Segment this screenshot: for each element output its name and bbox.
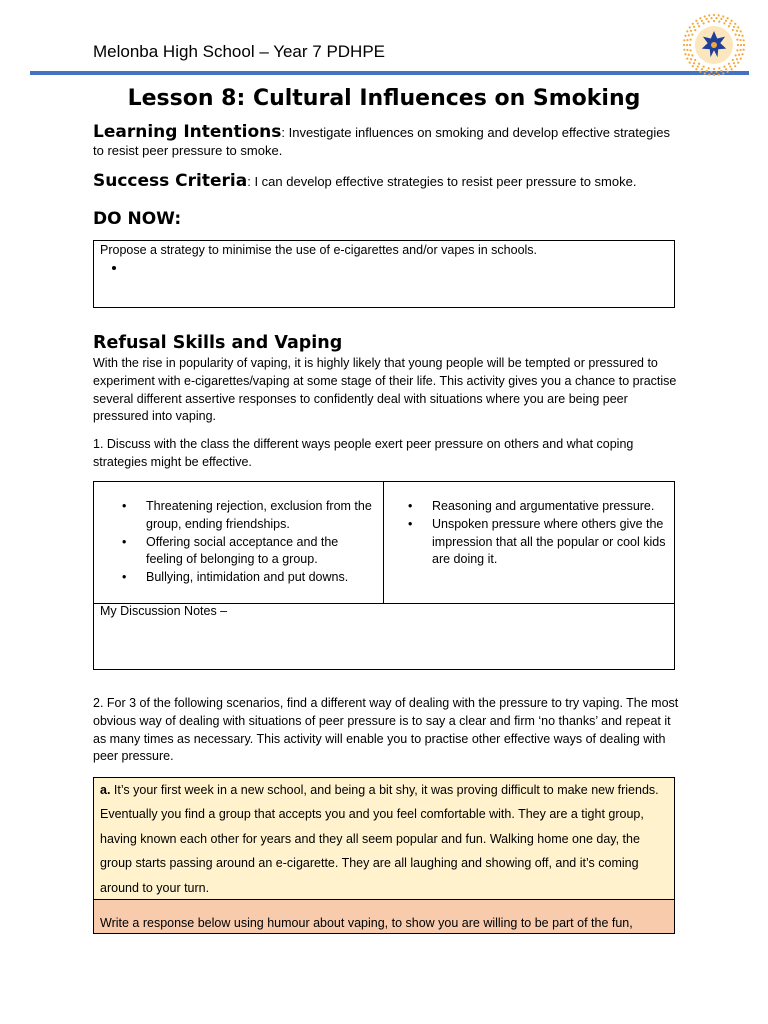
question-1: 1. Discuss with the class the different ways people exert peer pressure on others and what coping strategies might be effective. bbox=[93, 437, 634, 469]
question-2: 2. For 3 of the following scenarios, find a different way of dealing with the pressure to try vaping. The most obvious way of dealing with situations of peer pressure is to say a clear and firm ‘no thanks’ and repeat it as many times as necessary. This activity will enable you to practise other effective ways of dealing with peer pressure. bbox=[93, 696, 679, 764]
table-cell-right bbox=[384, 482, 674, 603]
list-item: • Threatening rejection, exclusion from the group, ending friendships. bbox=[122, 498, 375, 534]
peer-pressure-table bbox=[93, 481, 675, 670]
learning-intentions bbox=[93, 123, 673, 160]
discussion-notes-field[interactable]: My Discussion Notes – bbox=[100, 604, 228, 618]
do-now-heading: DO NOW: bbox=[93, 209, 182, 229]
success-criteria-label: Success Criteria bbox=[93, 171, 248, 191]
do-now-prompt: Propose a strategy to minimise the use of e-cigarettes and/or vapes in schools. bbox=[100, 243, 538, 257]
refusal-intro: With the rise in popularity of vaping, it is highly likely that young people will be tempted or pressured to experiment with e-cigarettes/vaping at some stage of their life. This activity gives you a chance to practise several different assertive responses to confidently deal with situations where you are being peer pressured into vaping. bbox=[93, 356, 677, 424]
lesson-title: Lesson 8: Cultural Influences on Smoking bbox=[127, 86, 641, 111]
do-now-answer-box[interactable] bbox=[93, 240, 675, 308]
list-item: • Reasoning and argumentative pressure. bbox=[408, 498, 668, 516]
school-header-title: Melonba High School – Year 7 PDHPE bbox=[93, 42, 386, 61]
response-prompt-box[interactable]: Write a response below using humour about vaping, to show you are willing to be part of the fun, bbox=[93, 899, 675, 934]
scenario-a-text: It’s your first week in a new school, and being a bit shy, it was proving difficult to make new friends. Eventually you find a group that accepts you and you feel comfortable with. They are a tight group, having known each other for years and they all seem popular and fun. Walking home one day, the group starts passing around an e-cigarette. They are all laughing and showing off, and it’s coming around to your turn. bbox=[100, 783, 659, 895]
header-divider bbox=[30, 71, 749, 75]
do-now-bullet[interactable] bbox=[126, 259, 668, 276]
list-item: • Unspoken pressure where others give the impression that all the popular or cool kids are doing it. bbox=[408, 516, 668, 569]
scenario-a-box bbox=[93, 777, 675, 900]
learning-intentions-label: Learning Intentions bbox=[93, 122, 282, 142]
refusal-section-heading: Refusal Skills and Vaping bbox=[93, 333, 343, 353]
school-logo bbox=[683, 14, 745, 76]
list-item: • Bullying, intimidation and put downs. bbox=[122, 569, 375, 587]
success-criteria bbox=[93, 172, 693, 191]
table-cell-left bbox=[94, 482, 384, 603]
success-criteria-text: : I can develop effective strategies to resist peer pressure to smoke. bbox=[247, 174, 637, 189]
learning-intentions-text: : Investigate influences on smoking and develop effective strategies to resist peer pressure to smoke. bbox=[93, 125, 670, 158]
scenario-a-label: a. bbox=[100, 783, 111, 797]
list-item: • Offering social acceptance and the feeling of belonging to a group. bbox=[122, 534, 375, 570]
